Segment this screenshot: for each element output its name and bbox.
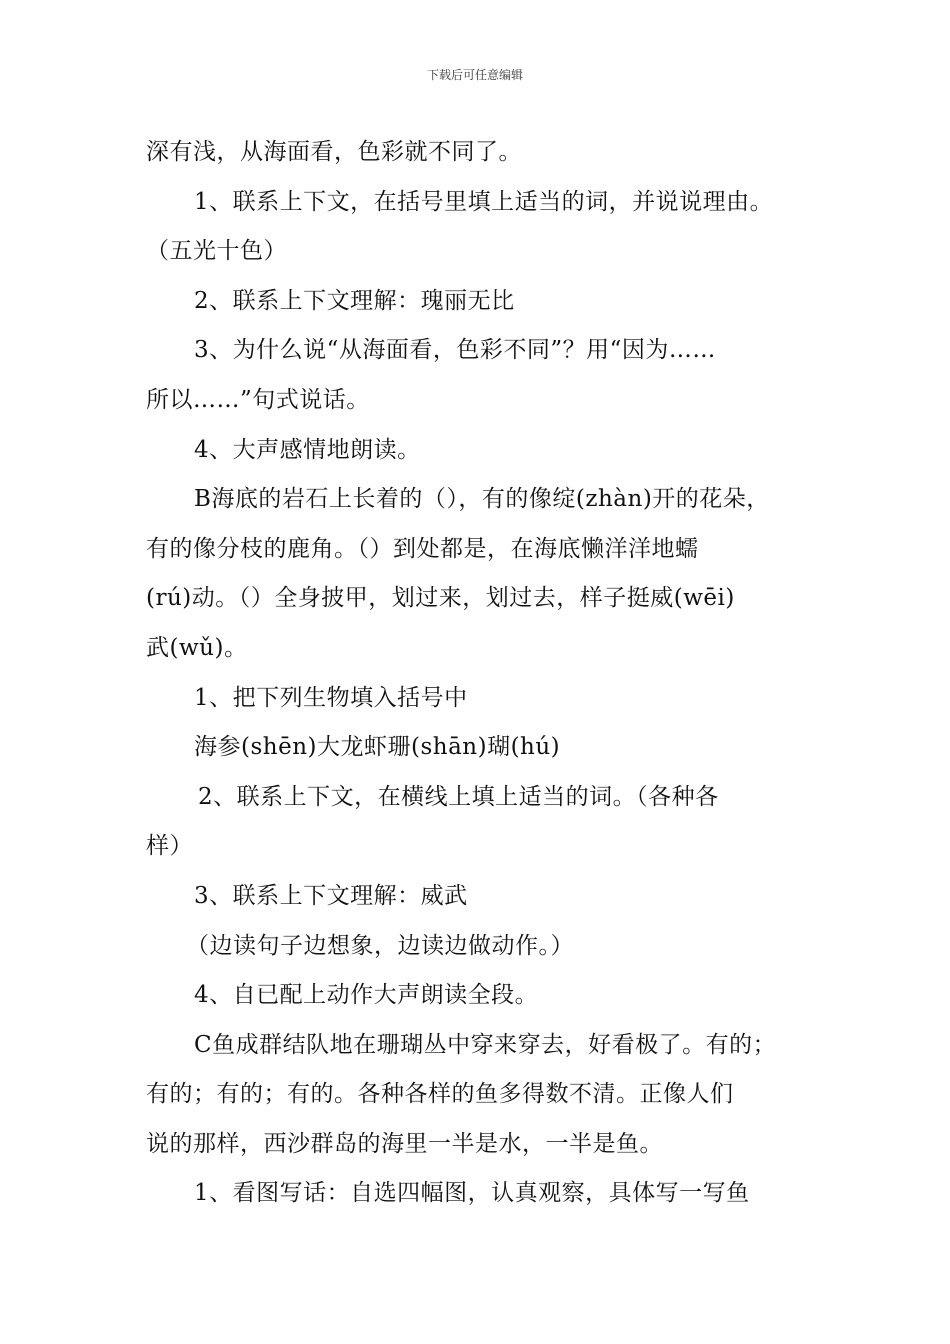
paragraph-b-line: (rú)动。（）全身披甲，划过来，划过去，样子挺威(wēi) xyxy=(146,585,735,612)
question-line: 2、联系上下文理解：瑰丽无比 xyxy=(194,287,515,314)
question-line: 3、联系上下文理解：威武 xyxy=(194,882,468,909)
paragraph-c-line: C鱼成群结队地在珊瑚丛中穿来穿去，好看极了。有的； xyxy=(194,1031,777,1058)
paragraph-c-line: 说的那样，西沙群岛的海里一半是水，一半是鱼。 xyxy=(146,1130,663,1157)
page-header: 下载后可任意编辑 xyxy=(426,68,523,82)
paragraph-b-line: 有的像分枝的鹿角。（）到处都是，在海底懒洋洋地蠕 xyxy=(146,535,699,562)
document-body xyxy=(146,128,816,1219)
answer-line: 样） xyxy=(146,833,193,860)
question-line: 4、自已配上动作大声朗读全段。 xyxy=(194,982,539,1009)
question-line: 4、大声感情地朗读。 xyxy=(194,436,421,463)
answer-line: （五光十色） xyxy=(146,238,287,265)
question-line: 3、为什么说“从海面看，色彩不同”？用“因为…… xyxy=(194,337,716,364)
text-line: 所以……”句式说话。 xyxy=(146,386,370,413)
question-line: 2、联系上下文，在横线上填上适当的词。（各种各 xyxy=(198,783,719,810)
word-list-line: 海参(shēn)大龙虾珊(shān)瑚(hú) xyxy=(194,734,561,761)
question-line: 1、看图写话：自选四幅图，认真观察，具体写一写鱼 xyxy=(194,1180,750,1207)
paragraph-c-line: 有的；有的；有的。各种各样的鱼多得数不清。正像人们 xyxy=(146,1081,734,1108)
paragraph-b-line: 武(wǔ)。 xyxy=(146,634,248,661)
instruction-line: （边读句子边想象，边读边做动作。） xyxy=(186,932,574,959)
paragraph-b-line: B海底的岩石上长着的（），有的像绽(zhàn)开的花朵， xyxy=(194,486,770,513)
question-line: 1、联系上下文，在括号里填上适当的词，并说说理由。 xyxy=(194,188,774,215)
text-line: 深有浅，从海面看，色彩就不同了。 xyxy=(146,139,522,165)
question-line: 1、把下列生物填入括号中 xyxy=(194,684,468,711)
